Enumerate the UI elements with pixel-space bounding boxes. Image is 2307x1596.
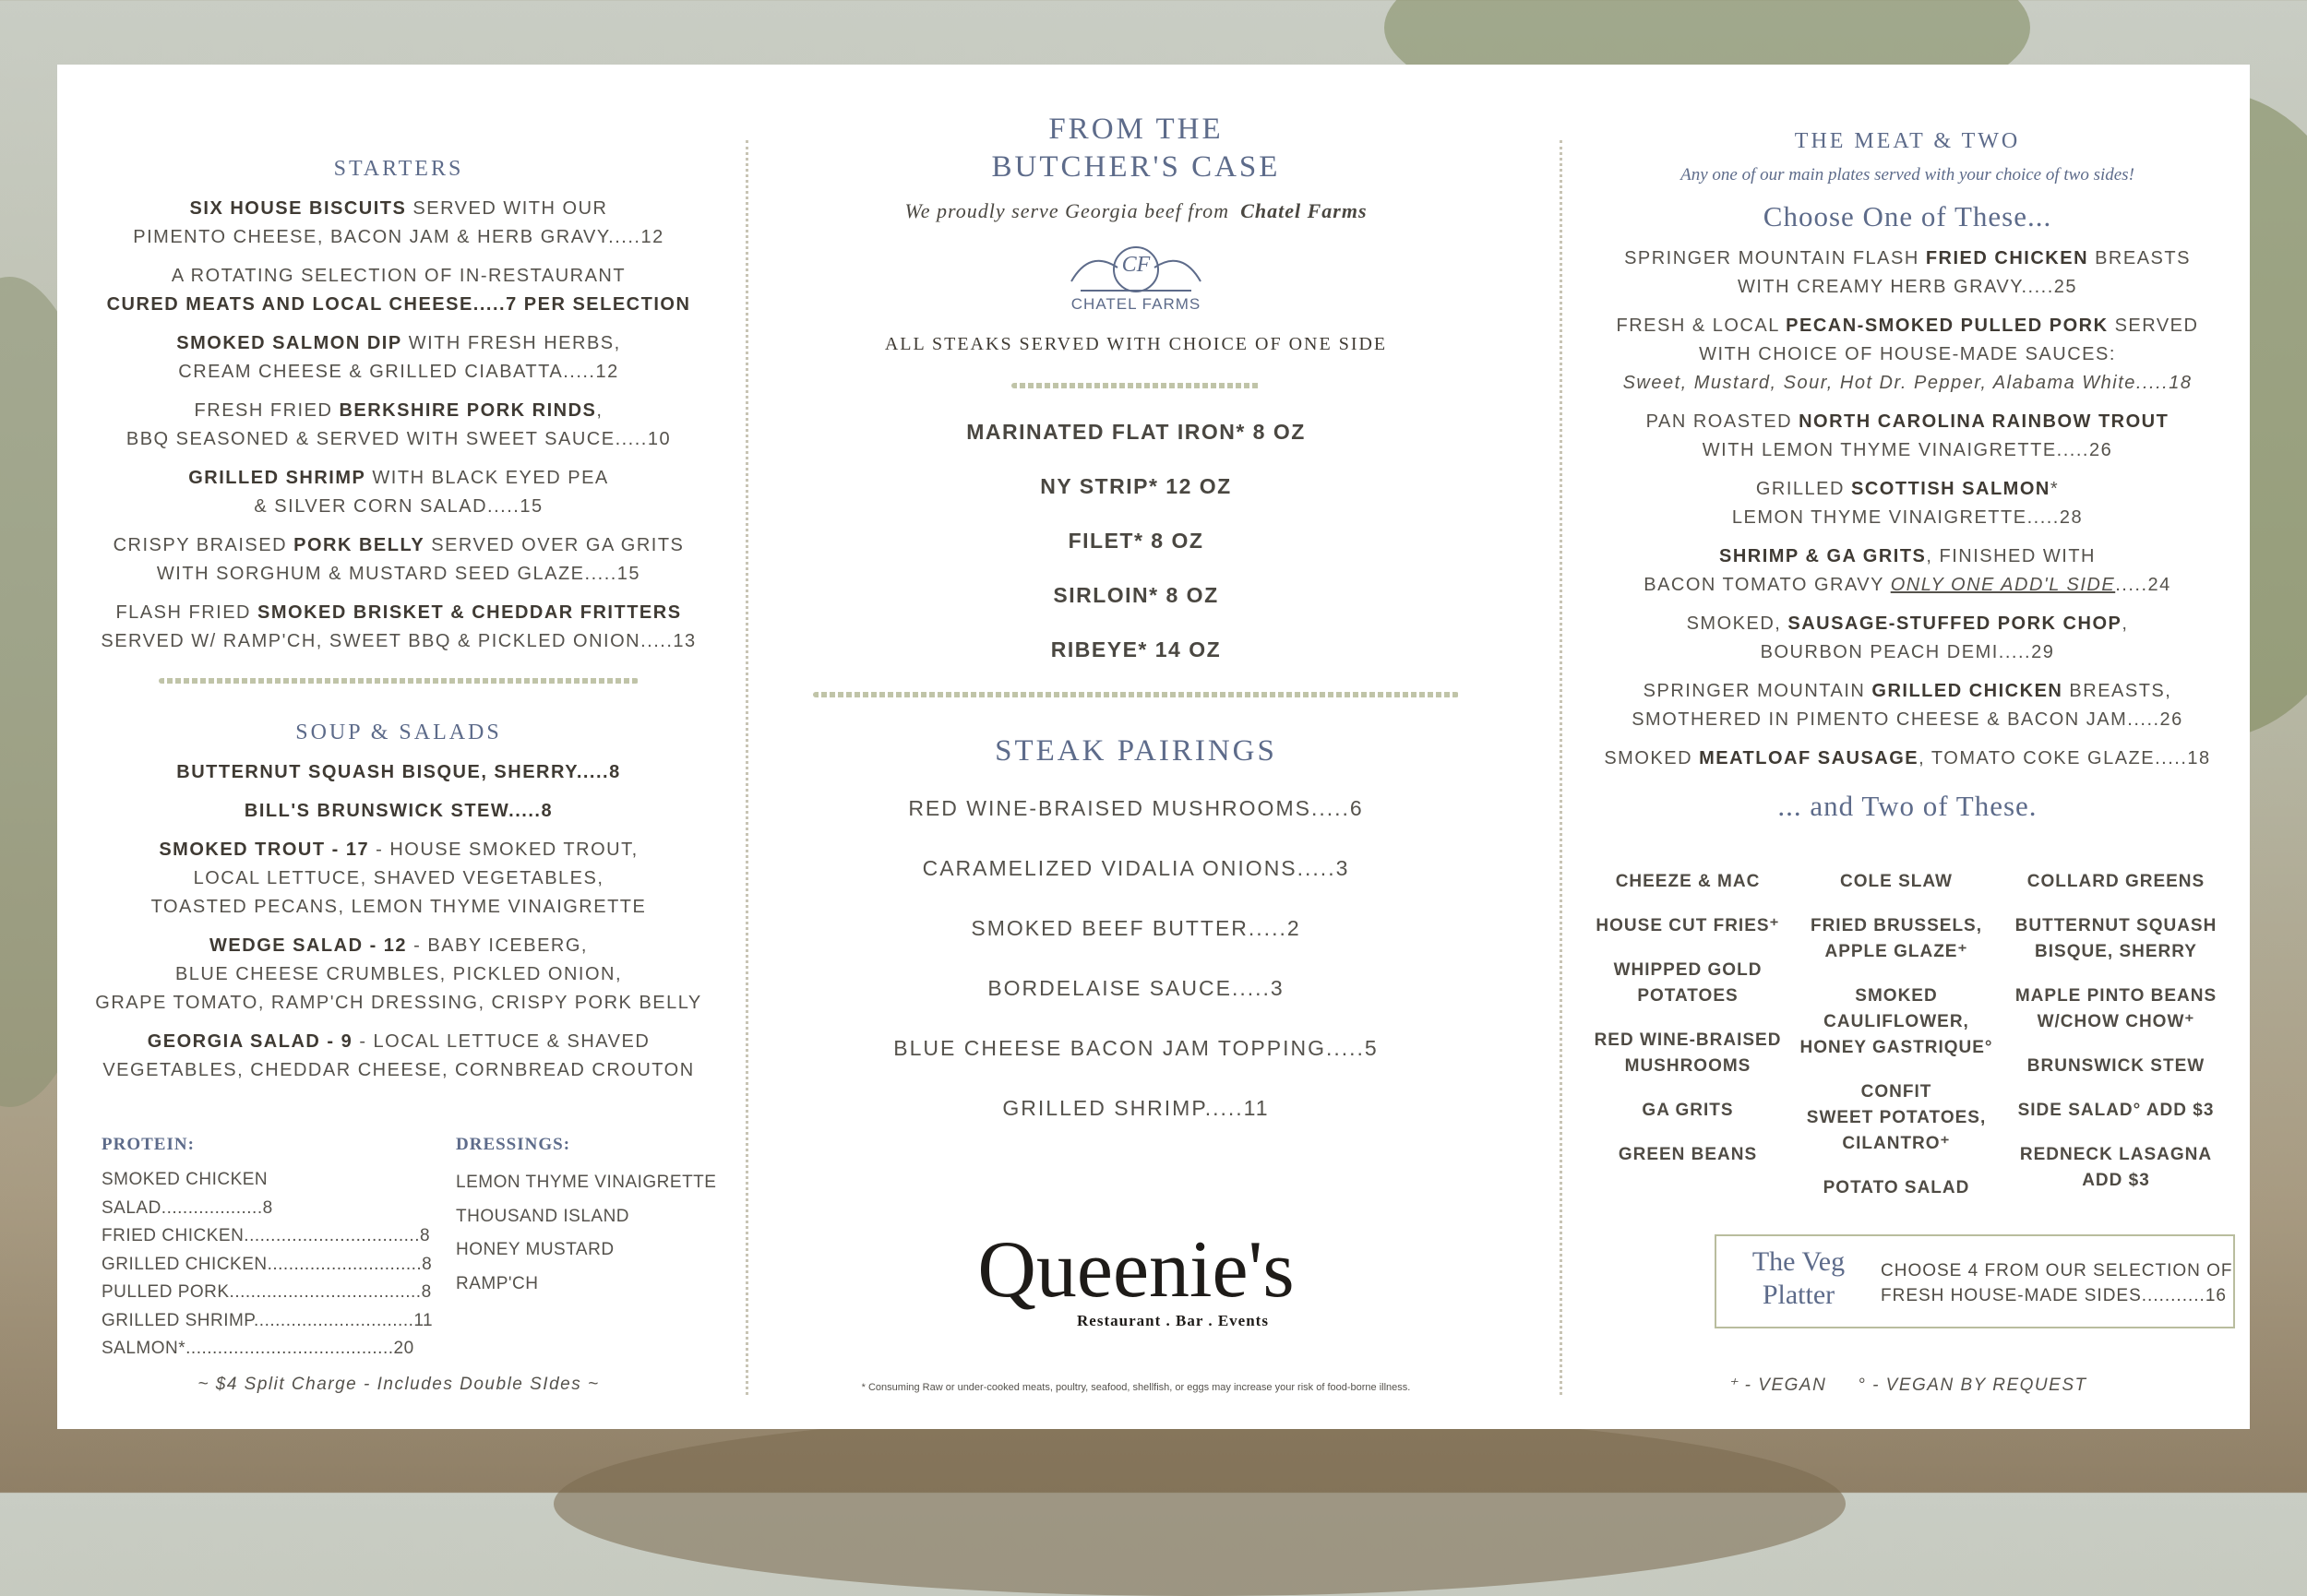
dressing-item: THOUSAND ISLAND: [456, 1206, 630, 1226]
protein-list: [102, 1166, 434, 1364]
item-name: WEDGE SALAD - 12: [209, 935, 408, 956]
item-name: CURED MEATS AND LOCAL CHEESE.....7 PER SELECTION: [106, 294, 691, 315]
main-item: [1565, 312, 2250, 398]
item-line: [1565, 436, 2250, 465]
item-line: [57, 836, 740, 864]
item-line: [57, 627, 740, 656]
item-text: ,: [596, 400, 604, 421]
veg-platter-title: [1729, 1245, 1868, 1312]
item-line: [1565, 504, 2250, 532]
side-line: CONFIT: [1860, 1082, 1932, 1102]
item-name: SIX HOUSE BISCUITS: [189, 198, 407, 219]
side-line: SMOKED: [1855, 986, 1938, 1006]
side-item: [1584, 913, 1792, 939]
divider: [813, 692, 1459, 697]
protein-item: PULLED PORK....................................8: [102, 1282, 432, 1302]
side-line: GREEN BEANS: [1618, 1145, 1758, 1164]
side-item: [1792, 1079, 2001, 1157]
starter-item: [57, 599, 740, 656]
item-name: SAUSAGE-STUFFED PORK CHOP: [1787, 613, 2122, 634]
steak-side-note: ALL STEAKS SERVED WITH CHOICE OF ONE SIDE: [884, 334, 1388, 354]
soups-heading: SOUP & SALADS: [295, 721, 502, 744]
side-line: SWEET POTATOES,: [1806, 1108, 1987, 1127]
item-text: FRESH FRIED: [194, 400, 340, 421]
item-line: [57, 195, 740, 223]
side-item: [1584, 1028, 1792, 1079]
side-item: [2001, 983, 2231, 1035]
pairing-item: BLUE CHEESE BACON JAM TOPPING.....5: [893, 1036, 1379, 1060]
column-divider-right: [1560, 140, 1562, 1395]
side-item: [1792, 1175, 2001, 1201]
side-line: BUTTERNUT SQUASH: [2014, 916, 2217, 935]
item-text: WITH CREAMY HERB GRAVY.....25: [1737, 277, 2078, 297]
item-text: & SILVER CORN SALAD.....15: [254, 496, 544, 517]
item-line: [1565, 542, 2250, 571]
dressings-block: [456, 1135, 733, 1301]
item-text: FLASH FRIED: [115, 602, 258, 623]
soups-list: [57, 758, 740, 1085]
steak-item: RIBEYE* 14 OZ: [1050, 637, 1222, 661]
item-line: [57, 493, 740, 521]
item-name: SHRIMP & GA GRITS: [1718, 546, 1927, 566]
item-name: PECAN-SMOKED PULLED PORK: [1786, 316, 2109, 336]
item-line: [57, 397, 740, 425]
item-line: [57, 797, 740, 826]
item-line: [1565, 610, 2250, 638]
veg-title-line2: Platter: [1762, 1280, 1835, 1310]
protein-heading: PROTEIN:: [102, 1135, 195, 1154]
side-line: COLLARD GREENS: [2026, 872, 2205, 891]
item-text: BACON TOMATO GRAVY: [1644, 575, 1891, 595]
item-text: WITH BLACK EYED PEA: [365, 468, 609, 488]
vegan-legend: ⁺ - VEGAN ° - VEGAN BY REQUEST: [1727, 1376, 2087, 1395]
chatel-farms-logo: [1053, 240, 1219, 323]
item-line: [57, 425, 740, 454]
side-item: [2001, 1054, 2231, 1079]
item-text: SPRINGER MOUNTAIN: [1643, 681, 1872, 701]
veg-title-line1: The Veg: [1751, 1246, 1846, 1277]
item-line: [1565, 677, 2250, 706]
dressings-heading: DRESSINGS:: [456, 1135, 571, 1154]
side-line: REDNECK LASAGNA: [2019, 1145, 2213, 1164]
side-line: WHIPPED GOLD: [1613, 960, 1763, 980]
pairing-item: GRILLED SHRIMP.....11: [1002, 1096, 1270, 1120]
item-text: BLUE CHEESE CRUMBLES, PICKLED ONION,: [174, 964, 623, 984]
item-text: VEGETABLES, CHEDDAR CHEESE, CORNBREAD CROUTON: [102, 1060, 695, 1080]
item-text: BREASTS,: [2062, 681, 2172, 701]
pairings-heading: STEAK PAIRINGS: [995, 734, 1277, 768]
dressing-item: RAMP'CH: [456, 1273, 539, 1293]
left-column: [57, 65, 740, 1394]
item-line: [57, 864, 740, 893]
choose-one-heading: Choose One of These...: [1763, 200, 2052, 232]
item-text: SMOTHERED IN PIMENTO CHEESE & BACON JAM.....26: [1632, 709, 2183, 730]
side-line: CILANTRO⁺: [1842, 1134, 1951, 1153]
item-line: [1565, 244, 2250, 273]
item-text: FRESH & LOCAL: [1616, 316, 1787, 336]
item-text: WITH SORGHUM & MUSTARD SEED GLAZE.....15: [156, 564, 641, 584]
main-item: [1565, 677, 2250, 734]
background-ground: [554, 1411, 1846, 1596]
item-text: SMOKED,: [1686, 613, 1788, 634]
item-text: SERVED OVER GA GRITS: [424, 535, 685, 555]
item-text: CRISPY BRAISED: [113, 535, 294, 555]
item-line: [1565, 340, 2250, 369]
item-name: SCOTTISH SALMON: [1851, 479, 2050, 499]
split-charge-note: ~ $4 Split Charge - Includes Double SIdes ~: [197, 1375, 600, 1394]
item-line: [57, 358, 740, 387]
item-line: [57, 464, 740, 493]
brand-logo: [751, 1225, 1521, 1330]
item-line: [1565, 273, 2250, 302]
side-line: POTATOES: [1637, 986, 1739, 1006]
item-name: GEORGIA SALAD - 9: [147, 1031, 353, 1052]
item-name: BUTTERNUT SQUASH BISQUE, SHERRY.....8: [176, 762, 621, 782]
starters-list: [57, 195, 740, 656]
item-line: [1565, 369, 2250, 398]
side-line: CHEEZE & MAC: [1615, 872, 1761, 891]
protein-block: [102, 1135, 434, 1364]
pairing-item: CARAMELIZED VIDALIA ONIONS.....3: [922, 856, 1350, 880]
food-safety-disclaimer: * Consuming Raw or under-cooked meats, poultry, seafood, shellfish, or eggs may increase your risk of food-borne illness.: [861, 1382, 1411, 1393]
column-divider-left: [746, 140, 748, 1395]
pairing-item: SMOKED BEEF BUTTER.....2: [971, 916, 1301, 940]
side-line: HONEY GASTRIQUE°: [1799, 1038, 1993, 1057]
starter-item: [57, 262, 740, 319]
side-line: BRUNSWICK STEW: [2026, 1056, 2205, 1076]
item-text: , FINISHED WITH: [1926, 546, 2096, 566]
main-item: [1565, 244, 2250, 302]
item-line: [57, 599, 740, 627]
chatel-farms-mono: CF: [1121, 253, 1151, 277]
item-line: [57, 531, 740, 560]
item-text: WITH FRESH HERBS,: [401, 333, 621, 353]
item-line: [57, 262, 740, 291]
item-text: GRILLED: [1755, 479, 1851, 499]
side-line: FRIED BRUSSELS,: [1810, 916, 1983, 935]
side-item: [1584, 958, 1792, 1009]
meat-two-heading: THE MEAT & TWO: [1794, 129, 2021, 153]
item-name: MEATLOAF SAUSAGE: [1699, 748, 1919, 768]
item-line: [57, 989, 740, 1018]
pairings-list: [751, 796, 1521, 1121]
item-text: , TOMATO COKE GLAZE.....18: [1919, 748, 2211, 768]
main-item: [1565, 610, 2250, 667]
protein-item: SALMON*.......................................20: [102, 1339, 414, 1358]
item-text: SERVED: [2108, 316, 2199, 336]
steak-list: [751, 420, 1521, 662]
veg-platter-desc: [1881, 1258, 2233, 1308]
item-line: [57, 560, 740, 589]
starter-item: [57, 195, 740, 252]
item-text: WITH LEMON THYME VINAIGRETTE.....26: [1702, 440, 2113, 460]
item-line: [1565, 571, 2250, 600]
item-text: SMOKED: [1604, 748, 1700, 768]
protein-item: FRIED CHICKEN.................................8: [102, 1226, 431, 1245]
item-text: CREAM CHEESE & GRILLED CIABATTA.....12: [178, 362, 619, 382]
side-item: [2001, 1142, 2231, 1194]
item-line: [57, 932, 740, 960]
menu-panel: [57, 65, 2250, 1429]
item-line: [1565, 312, 2250, 340]
item-line: [57, 291, 740, 319]
soup-item: [57, 1028, 740, 1085]
item-line: [57, 1028, 740, 1056]
item-text: BREASTS: [2088, 248, 2191, 268]
side-line: BISQUE, SHERRY: [2035, 942, 2197, 961]
veg-desc-line2: FRESH HOUSE-MADE SIDES...........16: [1881, 1286, 2227, 1305]
side-item: [2001, 869, 2231, 895]
butcher-heading-line2: BUTCHER'S CASE: [991, 150, 1281, 184]
item-line: [1565, 408, 2250, 436]
item-text: *: [2050, 479, 2060, 499]
item-line: [1565, 706, 2250, 734]
side-line: CAULIFLOWER,: [1823, 1012, 1969, 1031]
pairing-item: RED WINE-BRAISED MUSHROOMS.....6: [908, 796, 1364, 820]
side-line: COLE SLAW: [1840, 872, 1953, 891]
item-text: PAN ROASTED: [1645, 411, 1799, 432]
item-text: - HOUSE SMOKED TROUT,: [369, 840, 639, 860]
item-text: LOCAL LETTUCE, SHAVED VEGETABLES,: [193, 868, 604, 888]
side-line: POTATO SALAD: [1823, 1178, 1970, 1197]
item-name: NORTH CAROLINA RAINBOW TROUT: [1799, 411, 2170, 432]
item-text: Sweet, Mustard, Sour, Hot Dr. Pepper, Alabama White.....18: [1622, 373, 2193, 393]
steak-item: NY STRIP* 12 OZ: [1040, 474, 1232, 498]
main-item: [1565, 542, 2250, 600]
divider: [1011, 383, 1261, 388]
starter-item: [57, 397, 740, 454]
side-item: [1792, 913, 2001, 965]
item-line: [57, 223, 740, 252]
item-text: BOURBON PEACH DEMI.....29: [1760, 642, 2055, 662]
item-text: - LOCAL LETTUCE & SHAVED: [353, 1031, 651, 1052]
side-line: SIDE SALAD° ADD $3: [2017, 1101, 2215, 1120]
brand-name: Queenie's: [977, 1225, 1295, 1315]
side-line: RED WINE-BRAISED: [1594, 1030, 1782, 1050]
item-line: [57, 329, 740, 358]
item-name: BERKSHIRE PORK RINDS: [339, 400, 597, 421]
butcher-subtitle-farm: Chatel Farms: [1240, 199, 1368, 222]
side-line: MAPLE PINTO BEANS: [2014, 986, 2217, 1006]
protein-item: GRILLED SHRIMP..............................11: [102, 1310, 434, 1330]
steak-item: FILET* 8 OZ: [1068, 529, 1204, 553]
brand-tagline: Restaurant . Bar . Events: [1077, 1312, 1269, 1329]
item-name: PORK BELLY: [293, 535, 425, 555]
side-line: GA GRITS: [1642, 1101, 1734, 1120]
item-line: [1565, 638, 2250, 667]
starter-item: [57, 329, 740, 387]
mains-list: [1565, 244, 2250, 773]
middle-column: [751, 65, 1521, 1393]
butcher-subtitle-text: We proudly serve Georgia beef from: [904, 199, 1229, 222]
soup-item: [57, 797, 740, 826]
side-item: [2001, 913, 2231, 965]
protein-item: SMOKED CHICKEN SALAD...................8: [102, 1170, 273, 1218]
item-name: GRILLED CHICKEN: [1871, 681, 2063, 701]
side-line: APPLE GLAZE⁺: [1824, 942, 1968, 961]
divider: [159, 678, 639, 684]
item-text: ,: [2122, 613, 2129, 634]
right-column: [1565, 65, 2250, 1395]
two-of-heading: ... and Two of These.: [1777, 790, 2038, 822]
protein-item: GRILLED CHICKEN.............................8: [102, 1254, 433, 1274]
item-text: A ROTATING SELECTION OF IN-RESTAURANT: [171, 266, 627, 286]
soup-item: [57, 758, 740, 787]
item-text: - BABY ICEBERG,: [407, 935, 588, 956]
veg-desc-line1: CHOOSE 4 FROM OUR SELECTION OF: [1881, 1261, 2233, 1280]
item-line: [1565, 744, 2250, 773]
item-line: [57, 960, 740, 989]
item-name: SMOKED SALMON DIP: [176, 333, 402, 353]
side-item: [2001, 1098, 2231, 1124]
starter-item: [57, 464, 740, 521]
starter-item: [57, 531, 740, 589]
side-item: [1584, 869, 1792, 895]
item-text: BBQ SEASONED & SERVED WITH SWEET SAUCE.....10: [126, 429, 672, 449]
meat-two-subtitle: Any one of our main plates served with your choice of two sides!: [1680, 165, 2134, 185]
item-text: WITH CHOICE OF HOUSE-MADE SAUCES:: [1699, 344, 2116, 364]
side-item: [1792, 983, 2001, 1061]
item-name: SMOKED BRISKET & CHEDDAR FRITTERS: [257, 602, 682, 623]
starters-heading: STARTERS: [333, 157, 464, 181]
item-name: FRIED CHICKEN: [1925, 248, 2089, 268]
side-item: [1584, 1098, 1792, 1124]
item-text: SPRINGER MOUNTAIN FLASH: [1624, 248, 1926, 268]
item-text: PIMENTO CHEESE, BACON JAM & HERB GRAVY.....12: [133, 227, 664, 247]
side-item: [1584, 1142, 1792, 1168]
item-line: [57, 1056, 740, 1085]
soup-item: [57, 932, 740, 1018]
dressing-item: LEMON THYME VINAIGRETTE: [456, 1173, 717, 1192]
butcher-heading-line1: FROM THE: [1048, 113, 1224, 146]
side-line: HOUSE CUT FRIES⁺: [1596, 916, 1780, 935]
item-text: SERVED WITH OUR: [406, 198, 608, 219]
item-text: GRAPE TOMATO, RAMP'CH DRESSING, CRISPY PORK BELLY: [95, 993, 702, 1013]
item-line: [57, 893, 740, 922]
chatel-farms-logo-text: CHATEL FARMS: [1070, 295, 1201, 313]
steak-item: MARINATED FLAT IRON* 8 OZ: [966, 420, 1306, 444]
main-item: [1565, 744, 2250, 773]
item-text: LEMON THYME VINAIGRETTE.....28: [1731, 507, 2084, 528]
item-name: BILL'S BRUNSWICK STEW.....8: [244, 801, 554, 821]
sides-column-3: [2001, 869, 2231, 1212]
butcher-subtitle: [751, 199, 1521, 223]
side-line: MUSHROOMS: [1624, 1056, 1751, 1076]
sides-column-1: [1584, 869, 1792, 1186]
steak-item: SIRLOIN* 8 OZ: [1053, 583, 1219, 607]
dressings-list: [456, 1166, 733, 1301]
sides-column-2: [1792, 869, 2001, 1220]
item-price: .....24: [2115, 575, 2171, 595]
dressing-item: HONEY MUSTARD: [456, 1240, 615, 1259]
item-text: TOASTED PECANS, LEMON THYME VINAIGRETTE: [150, 897, 647, 917]
soup-item: [57, 836, 740, 922]
item-name: GRILLED SHRIMP: [188, 468, 366, 488]
main-item: [1565, 475, 2250, 532]
item-line: [1565, 475, 2250, 504]
main-item: [1565, 408, 2250, 465]
side-item: [1792, 869, 2001, 895]
item-name: SMOKED TROUT - 17: [159, 840, 370, 860]
pairing-item: BORDELAISE SAUCE.....3: [987, 976, 1285, 1000]
item-line: [57, 758, 740, 787]
side-line: ADD $3: [2082, 1171, 2150, 1190]
side-line: W/CHOW CHOW⁺: [2037, 1012, 2195, 1031]
item-note: ONLY ONE ADD'L SIDE: [1890, 575, 2116, 595]
veg-platter-box: [1715, 1234, 2235, 1328]
item-text: SERVED W/ RAMP'CH, SWEET BBQ & PICKLED ONION.....13: [101, 631, 697, 651]
